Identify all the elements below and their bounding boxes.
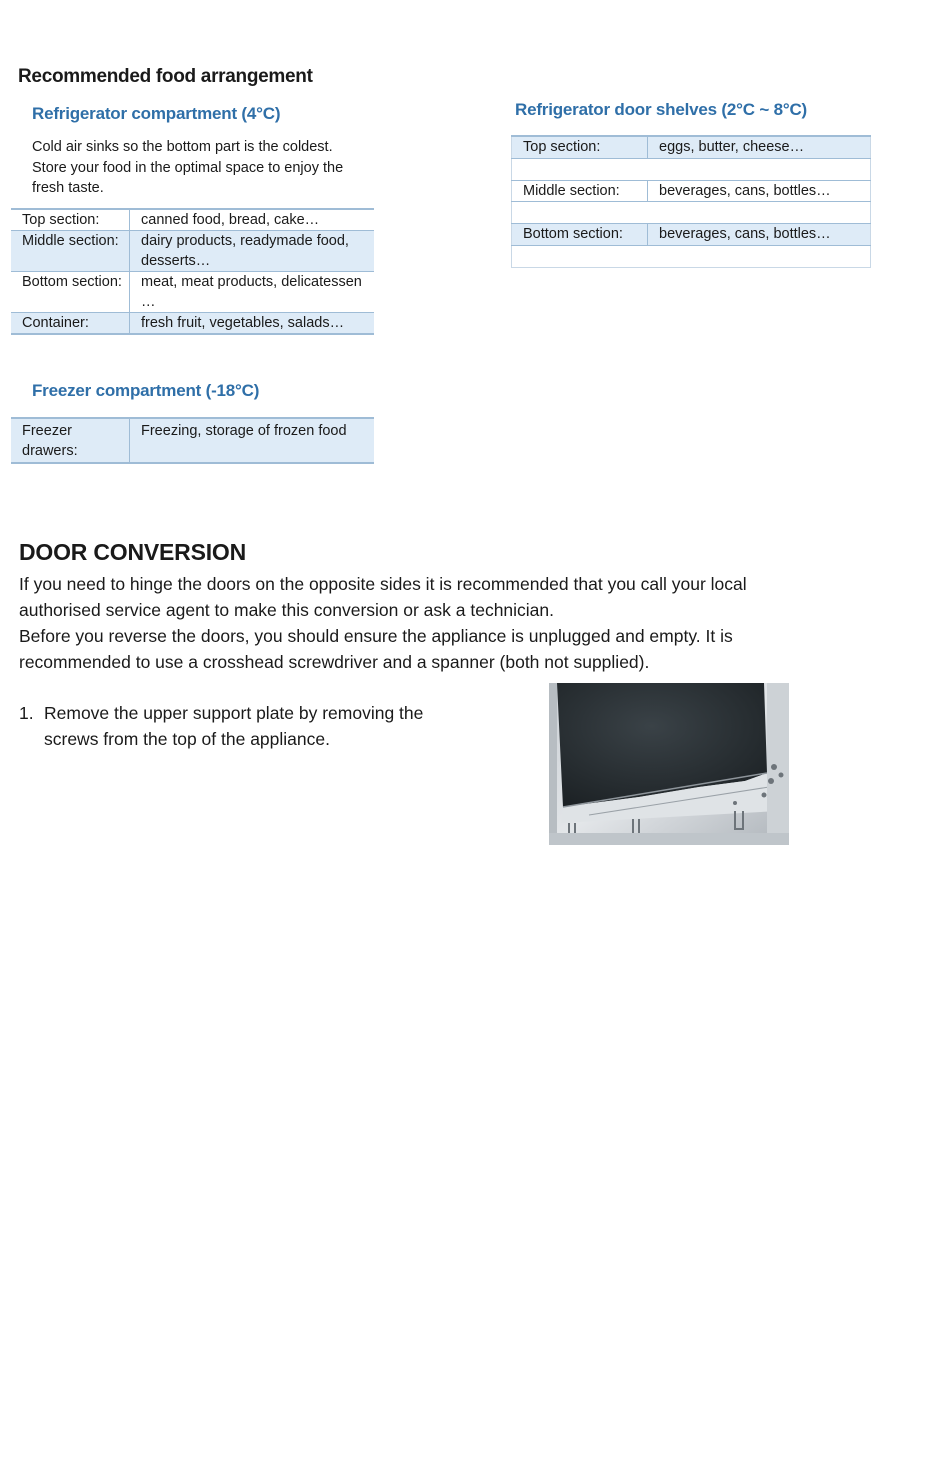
step-line: Remove the upper support plate by removing the [44, 703, 424, 723]
paragraph-line: authorised service agent to make this conversion or ask a technician. [19, 600, 555, 620]
row-label: Top section: [11, 209, 130, 231]
table-row [512, 224, 871, 246]
freezer-heading: Freezer compartment (-18°C) [32, 381, 260, 400]
step-1 [19, 700, 489, 752]
paragraph-line: recommended to use a crosshead screwdriver and a spanner (both not supplied). [19, 652, 650, 672]
freezer-table [11, 417, 374, 464]
fridge-intro-line: Store your food in the optimal space to enjoy the [32, 159, 344, 176]
table-row [512, 181, 871, 202]
support-plate-photo [549, 683, 789, 845]
step-line: screws from the top of the appliance. [44, 729, 330, 749]
row-label: Container: [11, 313, 130, 335]
fridge-intro-line: fresh taste. [32, 180, 104, 196]
table-row [512, 136, 871, 159]
row-label: Bottom section: [512, 224, 648, 246]
table-row [11, 272, 374, 313]
table-row [11, 418, 374, 463]
fridge-intro [32, 137, 382, 199]
section-title: Recommended food arrangement [18, 66, 313, 87]
row-label: Middle section: [512, 181, 648, 202]
table-row-spacer [512, 159, 871, 181]
table-row [11, 313, 374, 335]
step-number: 1. [19, 703, 34, 723]
row-value: eggs, butter, cheese… [659, 139, 805, 155]
door-shelves-table [511, 135, 871, 268]
door-conversion-paragraph [19, 571, 899, 675]
fridge-intro-line: Cold air sinks so the bottom part is the coldest. [32, 139, 333, 155]
table-row-spacer [512, 202, 871, 224]
door-conversion-title: DOOR CONVERSION [19, 539, 247, 565]
fridge-heading: Refrigerator compartment (4°C) [32, 104, 281, 123]
row-value: beverages, cans, bottles… [659, 183, 831, 199]
table-row-spacer [512, 246, 871, 268]
row-value: Freezing, storage of frozen food [141, 423, 347, 439]
paragraph-line: Before you reverse the doors, you should ensure the appliance is unplugged and empty. It is [19, 626, 733, 646]
row-value: dairy products, readymade food, desserts… [141, 233, 349, 269]
row-label: Freezer drawers: [11, 418, 130, 463]
row-value: fresh fruit, vegetables, salads… [141, 315, 345, 331]
table-row [11, 209, 374, 231]
table-row [11, 231, 374, 272]
row-value: beverages, cans, bottles… [659, 226, 831, 242]
fridge-table [11, 208, 374, 335]
door-shelves-heading: Refrigerator door shelves (2°C ~ 8°C) [515, 100, 807, 119]
row-label: Top section: [512, 136, 648, 159]
row-value: meat, meat products, delicatessen … [141, 274, 362, 310]
paragraph-line: If you need to hinge the doors on the opposite sides it is recommended that you call your local [19, 574, 747, 594]
row-label: Bottom section: [11, 272, 130, 313]
row-label: Middle section: [11, 231, 130, 272]
row-value: canned food, bread, cake… [141, 212, 320, 228]
